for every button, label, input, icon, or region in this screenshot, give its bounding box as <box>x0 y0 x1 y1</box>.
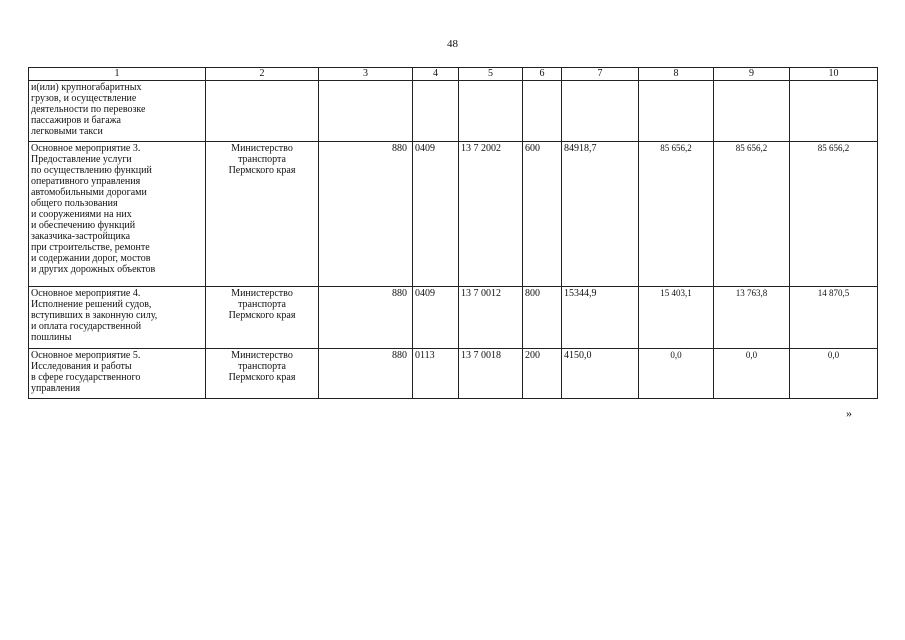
amount-col9-cell: 13 763,8 <box>714 287 790 349</box>
amount-col8-cell: 15 403,1 <box>639 287 714 349</box>
section-code-cell: 0113 <box>413 349 459 399</box>
amount-col7-cell <box>562 81 639 142</box>
header-cell: 4 <box>413 68 459 81</box>
header-cell: 1 <box>29 68 206 81</box>
target-code-cell <box>459 81 523 142</box>
amount-col9-cell: 0,0 <box>714 349 790 399</box>
table-row <box>29 142 878 287</box>
header-cell: 7 <box>562 68 639 81</box>
page-number: 48 <box>447 38 458 50</box>
header-cell: 6 <box>523 68 562 81</box>
target-code-cell: 13 7 0018 <box>459 349 523 399</box>
organization-cell: Министерство транспорта Пермского края <box>206 142 319 287</box>
expense-type-cell <box>523 81 562 142</box>
budget-table <box>28 67 878 399</box>
amount-col8-cell: 85 656,2 <box>639 142 714 287</box>
amount-col10-cell: 14 870,5 <box>790 287 878 349</box>
header-cell: 3 <box>319 68 413 81</box>
organization-cell <box>206 81 319 142</box>
header-cell: 2 <box>206 68 319 81</box>
amount-col10-cell: 85 656,2 <box>790 142 878 287</box>
amount-col7-cell: 84918,7 <box>562 142 639 287</box>
description-cell: Основное мероприятие 4. Исполнение решений судов, вступивших в законную силу, и оплата государственной пошлины <box>29 287 206 349</box>
header-cell: 5 <box>459 68 523 81</box>
target-code-cell: 13 7 2002 <box>459 142 523 287</box>
organization-cell: Министерство транспорта Пермского края <box>206 287 319 349</box>
amount-col8-cell: 0,0 <box>639 349 714 399</box>
header-cell: 8 <box>639 68 714 81</box>
section-code-cell: 0409 <box>413 142 459 287</box>
organization-cell: Министерство транспорта Пермского края <box>206 349 319 399</box>
target-code-cell: 13 7 0012 <box>459 287 523 349</box>
table-row <box>29 81 878 142</box>
section-code-cell <box>413 81 459 142</box>
table-header-row <box>29 68 878 81</box>
amount-col10-cell: 0,0 <box>790 349 878 399</box>
amount-col10-cell <box>790 81 878 142</box>
table-row <box>29 287 878 349</box>
section-code-cell: 0409 <box>413 287 459 349</box>
expense-type-cell: 200 <box>523 349 562 399</box>
amount-col8-cell <box>639 81 714 142</box>
description-cell: Основное мероприятие 3. Предоставление услуги по осуществлению функций оперативного управления автомобильными дорогами общего пользования и сооружениями на них и обеспечению функций заказчика-застройщика при строительстве, ремонте и содержании дорог, мостов и других дорожных объектов <box>29 142 206 287</box>
description-cell: и(или) крупногабаритных грузов, и осуществление деятельности по перевозке пассажиров и багажа легковыми такси <box>29 81 206 142</box>
grbs-code-cell <box>319 81 413 142</box>
grbs-code-cell: 880 <box>319 287 413 349</box>
header-cell: 10 <box>790 68 878 81</box>
table-row <box>29 349 878 399</box>
amount-col7-cell: 4150,0 <box>562 349 639 399</box>
expense-type-cell: 800 <box>523 287 562 349</box>
amount-col9-cell <box>714 81 790 142</box>
header-cell: 9 <box>714 68 790 81</box>
amount-col9-cell: 85 656,2 <box>714 142 790 287</box>
grbs-code-cell: 880 <box>319 142 413 287</box>
amount-col7-cell: 15344,9 <box>562 287 639 349</box>
grbs-code-cell: 880 <box>319 349 413 399</box>
closing-quote-mark: » <box>846 406 852 420</box>
description-cell: Основное мероприятие 5. Исследования и работы в сфере государственного управления <box>29 349 206 399</box>
expense-type-cell: 600 <box>523 142 562 287</box>
